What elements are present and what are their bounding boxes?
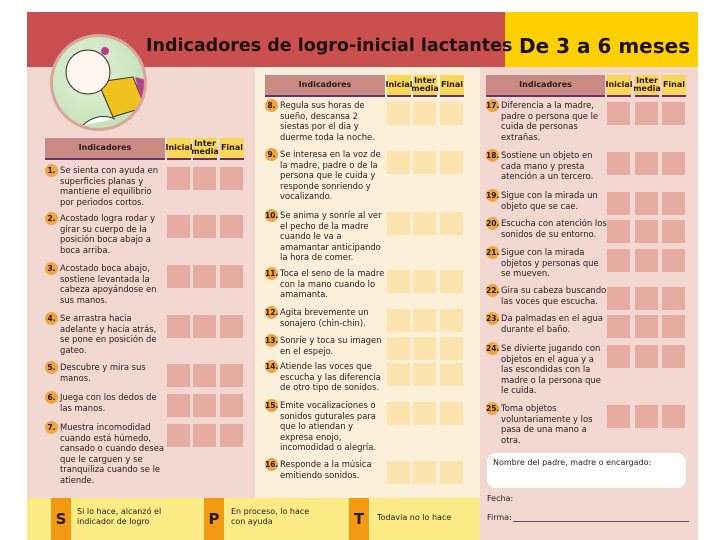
checkbox-initial[interactable] [387,337,410,360]
checkbox-initial[interactable] [607,315,630,338]
checkbox-final[interactable] [440,102,463,125]
item-number-badge: 2. [45,212,58,225]
checkbox-intermediate[interactable] [635,102,658,125]
checkbox-final[interactable] [220,215,243,238]
item-number-badge: 16. [265,460,279,469]
checkbox-intermediate[interactable] [635,287,658,310]
checkbox-final[interactable] [662,315,685,338]
checkbox-intermediate[interactable] [635,249,658,272]
checkbox-initial[interactable] [167,265,190,288]
checkbox-initial[interactable] [607,152,630,175]
checkbox-intermediate[interactable] [413,151,436,174]
checkbox-final[interactable] [662,192,685,215]
indicator-item [486,313,606,334]
item-number-badge: 23. [486,314,500,323]
indicators-header: Indicadores [45,138,165,160]
item-number-badge: 9. [265,148,278,161]
checkbox-intermediate[interactable] [413,461,436,484]
item-text: Sigue con la mirada objetos y personas que se mueven. [501,247,599,279]
checkbox-intermediate[interactable] [635,192,658,215]
signature-line [513,514,689,522]
indicator-item [265,335,387,356]
checkbox-final[interactable] [220,364,243,387]
checkbox-initial[interactable] [387,102,410,125]
item-text: Responde a la música emitiendo sonidos. [280,459,372,480]
checkbox-final[interactable] [662,220,685,243]
item-number-badge: 1. [45,164,58,177]
indicator-item [45,362,165,383]
item-number-badge: 11. [265,269,279,278]
item-number-badge: 6. [45,391,58,404]
checkbox-initial[interactable] [607,287,630,310]
item-number-badge: 21. [486,248,500,257]
column-header-initial: Inicial [607,75,631,97]
checkbox-initial[interactable] [387,402,410,425]
item-number-badge: 15. [265,401,279,410]
checkbox-initial[interactable] [167,394,190,417]
legend-text-t: Todavia no lo hace [377,513,452,522]
item-number-badge: 17. [486,101,500,110]
indicator-item [265,307,387,328]
item-number-badge: 8. [265,99,278,112]
checkbox-intermediate[interactable] [193,424,216,447]
checkbox-final[interactable] [220,167,243,190]
checkbox-intermediate[interactable] [635,405,658,428]
column-header-intermediate: Inter media [413,75,437,97]
item-text: Juega con los dedos de las manos. [60,392,157,413]
column-header-intermediate: Inter media [635,75,659,97]
checkbox-initial[interactable] [387,363,410,386]
checkbox-final[interactable] [440,402,463,425]
checkbox-intermediate[interactable] [193,167,216,190]
checkbox-final[interactable] [220,315,243,338]
item-text: Diferencia a la madre, padre o persona que le cuida de personas extrañas. [501,100,599,142]
indicator-item [486,218,607,239]
item-text: Toma objetos voluntariamente y los pasa de una mano a otra. [501,403,593,445]
checkbox-initial[interactable] [387,151,410,174]
indicator-item [486,100,606,142]
checkbox-initial[interactable] [387,461,410,484]
baby-illustration [50,34,147,131]
checkbox-intermediate[interactable] [413,270,436,293]
legend [27,498,480,540]
item-number-badge: 12. [265,308,279,317]
date-field[interactable] [487,494,513,503]
indicator-item [486,403,606,445]
checkbox-final[interactable] [440,337,463,360]
item-text: Sonríe y toca su imagen en el espejo. [280,335,382,356]
item-text: Escucha con atención los sonidos de su entorno. [501,218,607,239]
checkbox-initial[interactable] [607,102,630,125]
column-header-initial: Inicial [167,138,191,160]
checkbox-intermediate[interactable] [193,265,216,288]
item-number-badge: 4. [45,312,58,325]
item-number-badge: 25. [486,404,500,413]
legend-letter-s: S [51,498,71,540]
item-text: Se divierte jugando con objetos en el agua y a las escondidas con la madre o la persona que le cuida. [501,343,601,396]
item-text: Emite vocalizaciones o sonidos guturales para que lo atiendan y expresa enojo, incomodidad o alegría. [280,400,376,453]
item-number-badge: 18. [486,151,500,160]
checkbox-initial[interactable] [607,220,630,243]
date-label: Fecha: [487,494,514,503]
page-title: Indicadores de logro-inicial lactantes [146,36,513,56]
item-text: Se arrastra hacia adelante y hacia atrás, se pone en posición de gateo. [60,313,157,355]
checkbox-final[interactable] [662,249,685,272]
parent-name-label: Nombre del padre, madre o encargado: [493,458,652,467]
item-number-badge: 19. [486,191,500,200]
checkbox-final[interactable] [440,309,463,332]
legend-text-s: Si lo hace, alcanzó el indicador de logro [77,507,162,526]
checkbox-final[interactable] [662,345,685,368]
checkbox-final[interactable] [440,363,463,386]
item-text: Se anima y sonríe al ver el pecho de la madre cuando le va a amamantar anticipando la hora de comer. [280,210,382,263]
item-text: Acostado logra rodar y girar su cuerpo de la posición boca abajo a boca arriba. [60,213,156,255]
checkbox-intermediate[interactable] [413,363,436,386]
checkbox-final[interactable] [440,270,463,293]
checkbox-final[interactable] [220,424,243,447]
item-text: Agita brevemente un sonajero (chin-chin). [280,307,369,328]
item-text: Toca el seno de la madre con la mano cuando lo amamanta. [280,268,385,300]
indicator-item [45,422,165,485]
item-number-badge: 14. [265,362,279,371]
legend-letter-p: P [204,498,224,540]
item-text: Sigue con la mirada un objeto que se cae. [501,190,598,211]
checkbox-intermediate[interactable] [413,309,436,332]
checkbox-intermediate[interactable] [413,337,436,360]
checkbox-initial[interactable] [607,249,630,272]
checkbox-initial[interactable] [387,270,410,293]
parent-name-field[interactable] [487,453,686,488]
item-text: Sostiene un objeto en cada mano y presta atención a un tercero. [501,150,594,182]
item-number-badge: 22. [486,286,500,295]
checkbox-intermediate[interactable] [413,402,436,425]
indicator-item [265,100,387,142]
item-text: Se interesa en la voz de la madre, padre o de la persona que le cuida y responde sonriendo y vocalizando. [280,149,381,202]
checkbox-intermediate[interactable] [193,364,216,387]
checkbox-intermediate[interactable] [635,315,658,338]
checkbox-intermediate[interactable] [193,215,216,238]
item-text: Regula sus horas de sueño, descansa 2 siestas por el dia y duerme toda la noche. [280,100,375,142]
checkbox-intermediate[interactable] [193,315,216,338]
checkbox-intermediate[interactable] [413,212,436,235]
item-number-badge: 10. [265,211,279,220]
column-header-final: Final [220,138,244,160]
indicator-item [265,268,387,300]
item-number-badge: 5. [45,361,58,374]
checkbox-final[interactable] [662,102,685,125]
checkbox-intermediate[interactable] [635,152,658,175]
indicator-item [45,313,165,355]
item-text: Da palmadas en el agua durante el baño. [501,313,603,334]
item-number-badge: 20. [486,219,500,228]
checkbox-final[interactable] [220,265,243,288]
signature-label: Firma: [487,513,512,522]
item-text: Atiende las voces que escucha y las diferencia de otro tipo de sonidos. [280,361,381,393]
indicator-item [486,150,606,182]
indicator-item [265,459,387,480]
column-header-final: Final [440,75,464,97]
indicator-item [265,400,387,453]
indicator-item [486,285,607,306]
item-number-badge: 24. [486,344,500,353]
indicators-header: Indicadores [486,75,605,97]
indicator-item [486,343,606,396]
checkbox-final[interactable] [662,287,685,310]
checkbox-final[interactable] [440,151,463,174]
indicator-item [45,213,165,255]
checkbox-initial[interactable] [387,212,410,235]
indicator-item [486,247,606,279]
checkbox-initial[interactable] [167,364,190,387]
indicator-item [45,165,165,207]
checkbox-initial[interactable] [167,167,190,190]
checkbox-intermediate[interactable] [635,220,658,243]
checkbox-initial[interactable] [387,309,410,332]
checkbox-initial[interactable] [167,215,190,238]
column-header-final: Final [662,75,686,97]
item-text: Muestra incomodidad cuando está húmedo, cansado o cuando desea que le carguen y se tranquiliza cuando se le atiende. [60,422,165,485]
indicator-item [265,210,387,263]
legend-letter-t: T [349,498,369,540]
checkbox-final[interactable] [440,461,463,484]
checkbox-final[interactable] [220,394,243,417]
item-number-badge: 7. [45,421,58,434]
indicator-item [45,392,165,413]
checkbox-initial[interactable] [607,345,630,368]
item-text: Gira su cabeza buscando las voces que escucha. [501,285,607,306]
item-number-badge: 13. [265,336,279,345]
signature-field[interactable] [487,513,689,522]
indicator-item [45,263,165,305]
indicators-header: Indicadores [265,75,385,97]
item-number-badge: 3. [45,262,58,275]
column-header-initial: Inicial [387,75,411,97]
checkbox-final[interactable] [440,212,463,235]
column-header-intermediate: Inter media [193,138,217,160]
checkbox-initial[interactable] [607,405,630,428]
item-text: Descubre y mira sus manos. [60,362,146,383]
checkbox-initial[interactable] [607,192,630,215]
item-text: Se sienta con ayuda en superficies planas y mantiene el equilibrio por periodos cortos. [60,165,159,207]
age-range: De 3 a 6 meses [519,34,691,58]
checkbox-intermediate[interactable] [413,102,436,125]
indicator-item [265,149,387,202]
checkbox-intermediate[interactable] [635,345,658,368]
checkbox-initial[interactable] [167,424,190,447]
item-text: Acostado boca abajo, sostiene levantada la cabeza apoyándose en sus manos. [60,263,157,305]
checkbox-final[interactable] [662,152,685,175]
checkbox-intermediate[interactable] [193,394,216,417]
checkbox-final[interactable] [662,405,685,428]
indicator-item [265,361,387,393]
checkbox-initial[interactable] [167,315,190,338]
legend-text-p: En proceso, lo hace con ayuda [231,507,310,526]
indicator-item [486,190,606,211]
